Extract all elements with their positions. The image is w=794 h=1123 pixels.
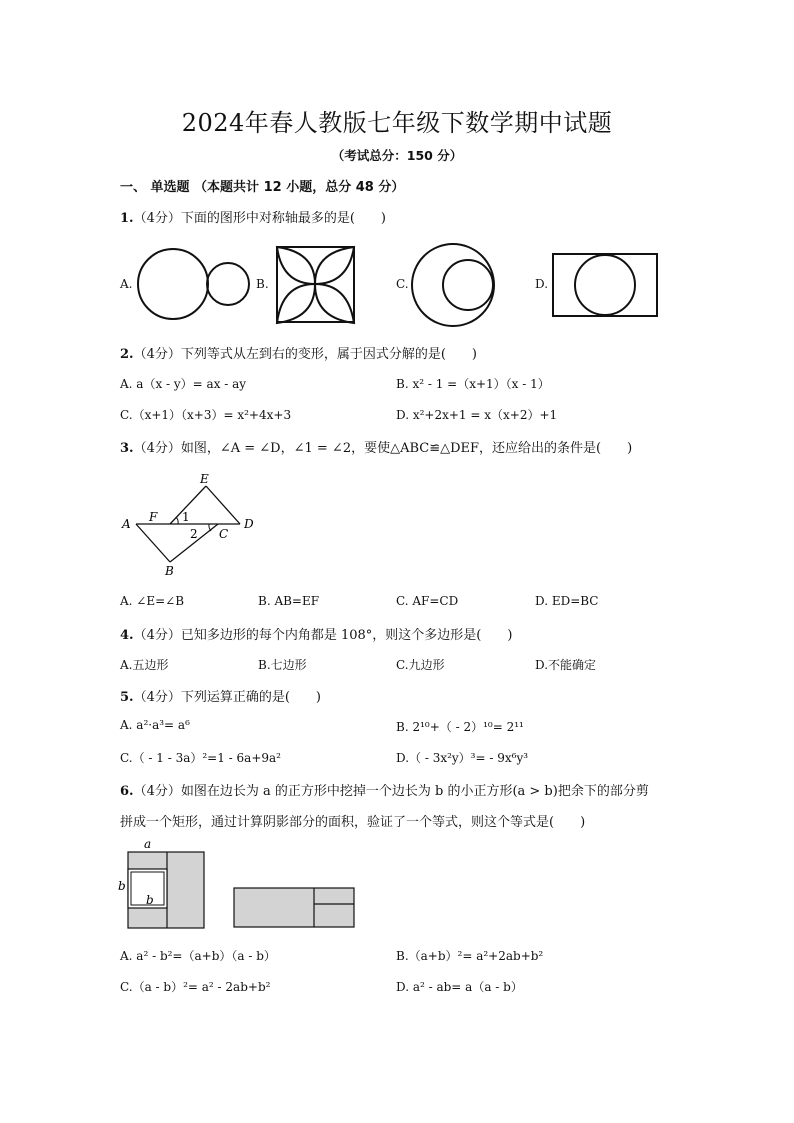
question-6-stem-line-2: 拼成一个矩形，通过计算阴影部分的面积，验证了一个等式，则这个等式是( ) [120, 815, 586, 830]
q5-option-b: B. 2¹⁰+（ - 2）¹⁰= 2¹¹ [396, 720, 524, 734]
question-number: 2. [120, 347, 134, 362]
q4-option-d: D.不能确定 [535, 658, 597, 672]
q4-option-c: C.九边形 [396, 658, 445, 672]
question-number: 1. [120, 211, 134, 226]
q1-option-b-label: B. [256, 277, 269, 291]
question-3 [120, 437, 632, 456]
point-f-label: F [149, 510, 158, 524]
point-c-label: C [219, 527, 229, 541]
question-stem: （4分）下列等式从左到右的变形，属于因式分解的是( ) [133, 347, 477, 362]
section-heading: 一、 单选题 （本题共计 12 小题，总分 48 分） [120, 180, 405, 195]
question-1 [120, 207, 386, 226]
q5-option-a: A. a²·a³= a⁶ [120, 718, 190, 732]
q1-figure-c-nested-circles [410, 242, 498, 328]
question-stem: （4分）下列运算正确的是( ) [133, 690, 321, 705]
q6-option-c: C.（a - b）²= a² - 2ab+b² [120, 980, 271, 994]
question-number: 3. [120, 441, 134, 456]
q3-option-c: C. AF=CD [396, 594, 459, 608]
angle-1-label: 1 [182, 510, 190, 524]
side-b-label-bottom: b [146, 893, 154, 907]
q3-geometry-figure [118, 468, 268, 580]
question-number: 6. [120, 784, 134, 799]
q2-option-a: A. a（x - y）= ax - ay [120, 377, 247, 391]
q1-option-d-label: D. [535, 277, 549, 291]
question-6 [120, 780, 649, 799]
q1-figure-a-two-circles [136, 248, 252, 320]
q5-option-c: C.（ - 1 - 3a）²=1 - 6a+9a² [120, 751, 281, 765]
q4-option-a: A.五边形 [120, 658, 169, 672]
q4-option-b: B.七边形 [258, 658, 307, 672]
q6-square-minus-square-figure [116, 838, 208, 930]
point-d-label: D [244, 517, 254, 531]
q2-option-c: C.（x+1）（x+3）= x²+4x+3 [120, 408, 292, 422]
q2-option-d: D. x²+2x+1 = x（x+2）+1 [396, 408, 558, 422]
q3-option-a: A. ∠E=∠B [120, 594, 185, 608]
q2-option-b: B. x² - 1 =（x+1）（x - 1） [396, 377, 550, 391]
angle-2-label: 2 [190, 527, 198, 541]
q1-figure-b-square-petals [276, 246, 356, 324]
point-b-label: B [165, 564, 174, 578]
q6-option-d: D. a² - ab= a（a - b） [396, 980, 523, 994]
q1-figure-d-circle-in-rect [552, 253, 658, 317]
q3-option-d: D. ED=BC [535, 594, 599, 608]
question-4 [120, 624, 512, 643]
q3-option-b: B. AB=EF [258, 594, 320, 608]
q5-option-d: D.（ - 3x²y）³= - 9x⁶y³ [396, 751, 529, 765]
question-stem: （4分）下面的图形中对称轴最多的是( ) [133, 211, 386, 226]
page-title: 2024年春人教版七年级下数学期中试题 [181, 109, 613, 137]
question-number: 4. [120, 628, 134, 643]
question-stem: （4分）如图，∠A = ∠D，∠1 = ∠2，要使△ABC≌△DEF，还应给出的条件是( ) [133, 441, 633, 456]
q1-option-c-label: C. [396, 277, 409, 291]
question-5 [120, 686, 321, 705]
point-a-label: A [122, 517, 131, 531]
question-stem-line-1: （4分）如图在边长为 a 的正方形中挖掉一个边长为 b 的小正方形(a > b)把余下的部分剪 [133, 784, 649, 799]
question-number: 5. [120, 690, 134, 705]
point-e-label: E [200, 472, 209, 486]
side-a-label: a [144, 837, 152, 851]
q1-option-a-label: A. [120, 277, 133, 291]
exam-total-score: （考试总分：150 分） [331, 148, 463, 163]
question-stem: （4分）已知多边形的每个内角都是 108°，则这个多边形是( ) [133, 628, 513, 643]
q6-option-a: A. a² - b²=（a+b）（a - b） [120, 949, 276, 963]
side-b-label-left: b [118, 879, 126, 893]
q6-option-b: B.（a+b）²= a²+2ab+b² [396, 949, 544, 963]
question-2 [120, 343, 477, 362]
q6-rearranged-rectangle-figure [232, 886, 356, 930]
